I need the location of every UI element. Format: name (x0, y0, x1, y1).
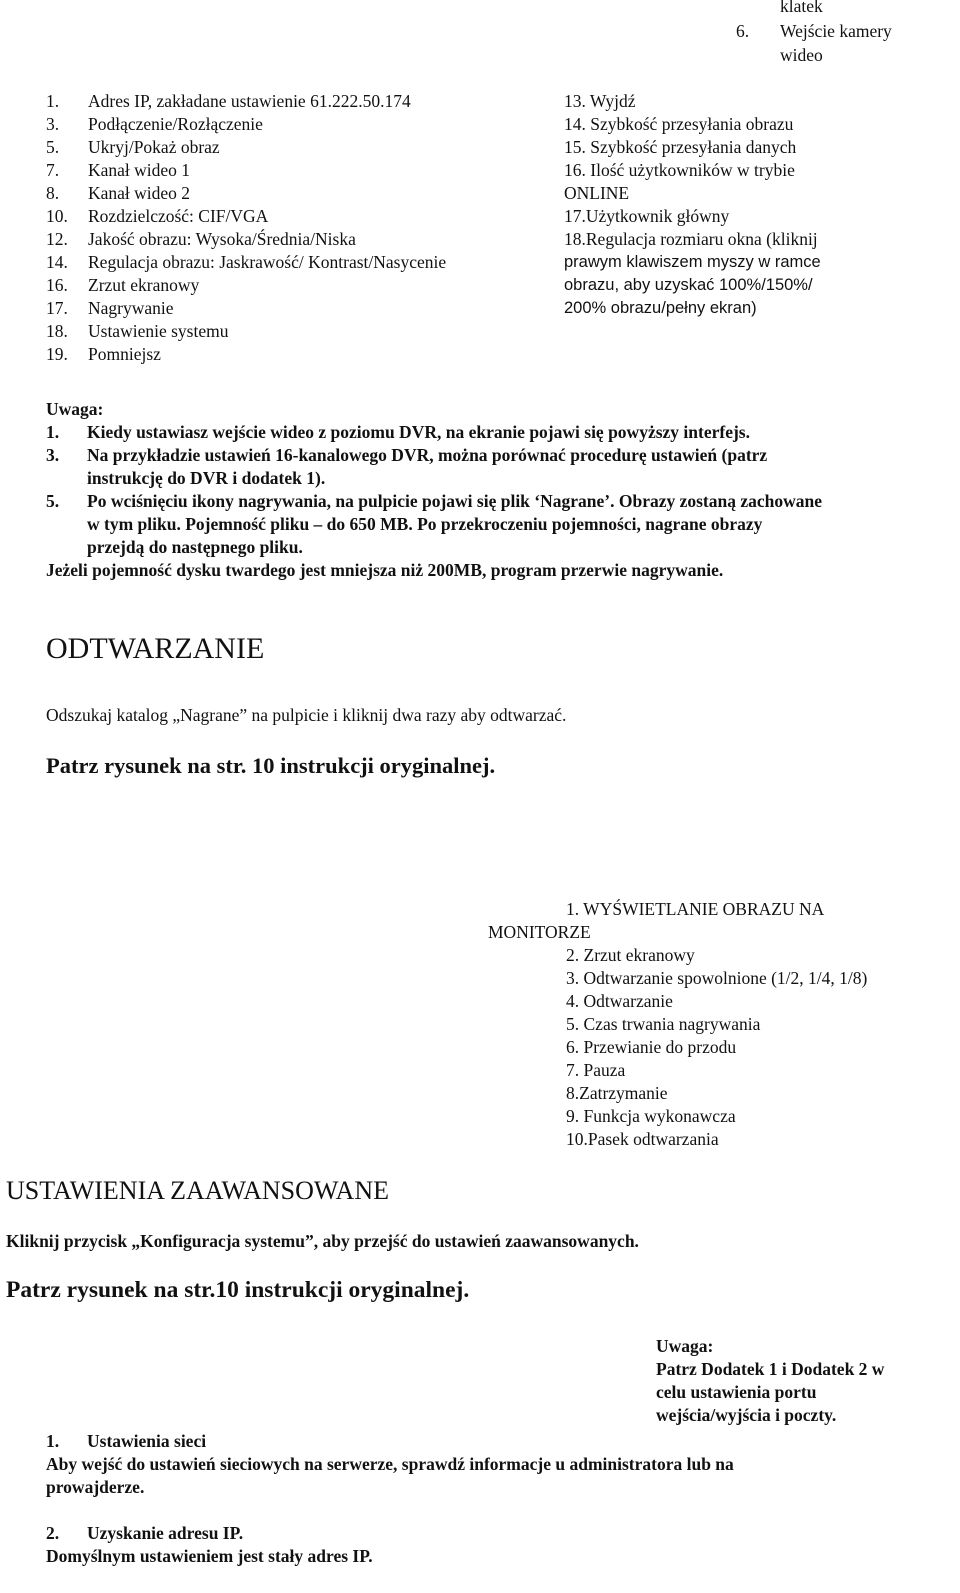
note-title: Uwaga: (46, 399, 104, 419)
list-item: 14. Regulacja obrazu: Jaskrawość/ Kontrast/Nasycenie (46, 252, 447, 272)
top-right-continuation: klatek (780, 0, 823, 16)
note-footer: Jeżeli pojemność dysku twardego jest mniejsza niż 200MB, program przerwie nagrywanie. (46, 560, 724, 580)
list-item: 5. Czas trwania nagrywania (566, 1014, 761, 1034)
list-item: 6. Przewianie do przodu (566, 1037, 737, 1057)
list-item: 8. Kanał wideo 2 (46, 183, 191, 203)
list-item: 200% obrazu/pełny ekran) (564, 299, 757, 317)
list-item: 7. Pauza (566, 1060, 626, 1080)
list-item: 4. Odtwarzanie (566, 991, 673, 1011)
list-item: 16. Zrzut ekranowy (46, 275, 200, 295)
note-item: 3. Na przykładzie ustawień 16-kanalowego DVR, można porównać procedurę ustawień (patrz (46, 445, 768, 465)
playback-instruction: Odszukaj katalog „Nagrane” na pulpicie i kliknij dwa razy aby odtwarzać. (46, 705, 567, 725)
list-item: 10.Pasek odtwarzania (566, 1129, 719, 1149)
section-heading-advanced: USTAWIENIA ZAAWANSOWANE (6, 1176, 389, 1205)
list-item: 3. Odtwarzanie spowolnione (1/2, 1/4, 1/8) (566, 968, 868, 988)
note-item: 1. Kiedy ustawiasz wejście wideo z poziomu DVR, na ekranie pojawi się powyższy interfejs. (46, 422, 750, 442)
list-item: 1. Adres IP, zakładane ustawienie 61.222.50.174 (46, 91, 411, 111)
list-item: obrazu, aby uzyskać 100%/150%/ (564, 276, 813, 294)
playback-list-item: 1. WYŚWIETLANIE OBRAZU NA (566, 899, 825, 919)
list-item: ONLINE (564, 183, 630, 203)
list-item: 3. Podłączenie/Rozłączenie (46, 114, 263, 134)
ip-title: 2. Uzyskanie adresu IP. (46, 1523, 244, 1543)
list-item: 17.Użytkownik główny (564, 206, 730, 226)
left-legend-list (46, 90, 446, 366)
playback-reference: Patrz rysunek na str. 10 instrukcji oryginalnej. (46, 753, 496, 778)
ip-section: 2. Uzyskanie adresu IP. Domyślnym ustawieniem jest stały adres IP. (46, 1523, 373, 1566)
network-title: 1. Ustawienia sieci (46, 1431, 207, 1451)
section-heading-playback: ODTWARZANIE (46, 632, 265, 665)
list-item: 8.Zatrzymanie (566, 1083, 668, 1103)
note-item-cont: instrukcję do DVR i dodatek 1). (87, 468, 326, 488)
note-item-cont: w tym pliku. Pojemność pliku – do 650 MB. Po przekroczeniu pojemności, nagrane obrazy (87, 514, 763, 534)
playback-list-item-cont: MONITORZE (488, 922, 591, 942)
advanced-reference: Patrz rysunek na str.10 instrukcji oryginalnej. (6, 1277, 470, 1303)
list-item: 5. Ukryj/Pokaż obraz (46, 137, 220, 157)
note-aside: Uwaga: Patrz Dodatek 1 i Dodatek 2 w celu ustawienia portu wejścia/wyjścia i poczty. (656, 1336, 885, 1425)
top-right-item-6: 6. Wejście kamery (736, 21, 892, 41)
advanced-instruction: Kliknij przycisk „Konfiguracja systemu”, aby przejść do ustawień zaawansowanych. (6, 1231, 639, 1251)
list-item: 2. Zrzut ekranowy (566, 945, 695, 965)
list-item: 17. Nagrywanie (46, 298, 174, 318)
note-item: 5. Po wciśnięciu ikony nagrywania, na pulpicie pojawi się plik ‘Nagrane’. Obrazy zostaną zachowane (46, 491, 823, 511)
list-item: 15. Szybkość przesyłania danych (564, 137, 797, 157)
list-item: 18.Regulacja rozmiaru okna (kliknij (564, 229, 818, 249)
list-item: 10. Rozdzielczość: CIF/VGA (46, 206, 269, 226)
note-title: Uwaga: (656, 1336, 714, 1356)
list-item: 7. Kanał wideo 1 (46, 160, 191, 180)
top-right-item-6-cont: wideo (780, 45, 823, 65)
network-section: 1. Ustawienia sieci Aby wejść do ustawień sieciowych na serwerze, sprawdź informacje u administratora lub na prowajderze. (46, 1431, 734, 1497)
list-item: 14. Szybkość przesyłania obrazu (564, 114, 794, 134)
list-item: 12. Jakość obrazu: Wysoka/Średnia/Niska (46, 229, 356, 249)
list-item: 19. Pomniejsz (46, 344, 161, 364)
right-legend-list (564, 90, 821, 320)
note-item-cont: przejdą do następnego pliku. (87, 537, 303, 557)
list-item: 13. Wyjdź (564, 91, 636, 111)
note-section (46, 398, 951, 582)
list-item: 16. Ilość użytkowników w trybie (564, 160, 795, 180)
list-item: 18. Ustawienie systemu (46, 321, 229, 341)
list-item: prawym klawiszem myszy w ramce (564, 253, 821, 271)
list-item: 9. Funkcja wykonawcza (566, 1106, 736, 1126)
playback-list (566, 944, 867, 1151)
